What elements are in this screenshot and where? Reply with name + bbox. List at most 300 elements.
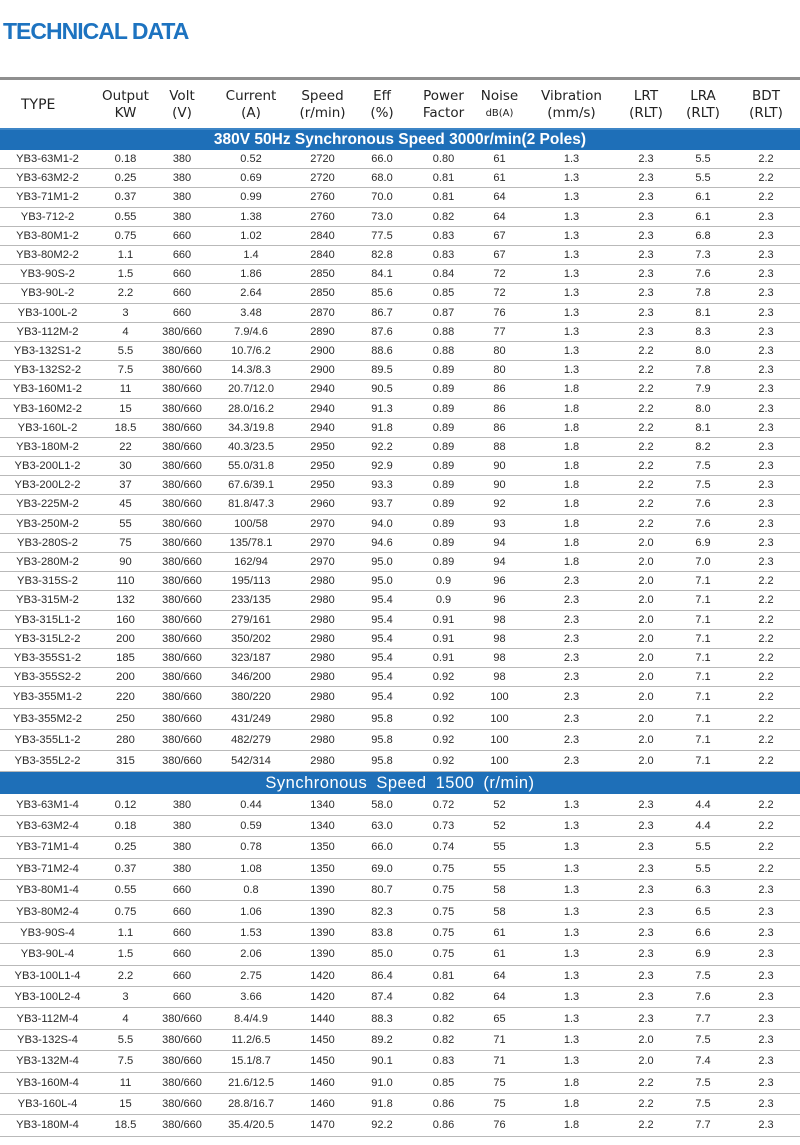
cell-power-factor: 0.75 [413,922,474,943]
cell-noise: 58 [474,880,525,901]
cell-vibration: 1.8 [525,495,618,514]
cell-type: YB3-100L1-4 [0,965,95,986]
cell-power-factor: 0.91 [413,629,474,648]
table-row [0,648,800,667]
table-row [0,361,800,380]
cell-volt: 660 [156,922,208,943]
cell-bdt: 2.3 [732,476,800,495]
cell-output: 280 [95,729,156,750]
cell-power-factor: 0.83 [413,1051,474,1072]
cell-noise: 100 [474,751,525,772]
cell-bdt: 2.3 [732,533,800,552]
cell-bdt: 2.2 [732,169,800,188]
cell-volt: 380/660 [156,1115,208,1136]
cell-volt: 380/660 [156,533,208,552]
cell-output: 4 [95,1008,156,1029]
cell-type: YB3-250M-2 [0,514,95,533]
cell-lrt: 2.3 [618,837,674,858]
cell-bdt: 2.2 [732,708,800,729]
table-row [0,815,800,836]
table-row [0,751,800,772]
table-row [0,495,800,514]
cell-power-factor: 0.85 [413,1072,474,1093]
cell-volt: 660 [156,265,208,284]
cell-volt: 380/660 [156,399,208,418]
cell-type: YB3-80M1-4 [0,880,95,901]
cell-noise: 64 [474,965,525,986]
cell-noise: 58 [474,901,525,922]
cell-vibration: 1.3 [525,1008,618,1029]
table-row [0,629,800,648]
cell-power-factor: 0.86 [413,1115,474,1136]
table-row [0,1051,800,1072]
table-row [0,533,800,552]
cell-noise: 98 [474,648,525,667]
col-header-vibration [525,82,618,129]
cell-current: 1.02 [208,226,294,245]
cell-power-factor: 0.75 [413,944,474,965]
cell-vibration: 1.8 [525,533,618,552]
cell-noise: 94 [474,533,525,552]
cell-vibration: 1.3 [525,322,618,341]
cell-bdt: 2.3 [732,495,800,514]
cell-type: YB3-355L2-2 [0,751,95,772]
cell-speed: 2850 [294,284,351,303]
cell-current: 2.64 [208,284,294,303]
header-line: Factor [422,105,465,121]
cell-bdt: 2.2 [732,815,800,836]
cell-output: 7.5 [95,361,156,380]
cell-eff: 91.8 [351,1093,413,1114]
cell-type: YB3-355M1-2 [0,687,95,708]
cell-lra: 6.8 [674,226,732,245]
cell-volt: 380 [156,150,208,169]
cell-vibration: 1.3 [525,1029,618,1050]
cell-lra: 7.6 [674,265,732,284]
cell-current: 323/187 [208,648,294,667]
cell-speed: 1390 [294,880,351,901]
cell-volt: 380/660 [156,495,208,514]
cell-vibration: 1.8 [525,457,618,476]
cell-lra: 6.3 [674,880,732,901]
cell-bdt: 2.2 [732,837,800,858]
table-row [0,188,800,207]
cell-bdt: 2.2 [732,629,800,648]
cell-noise: 61 [474,922,525,943]
table-row [0,858,800,879]
cell-noise: 96 [474,591,525,610]
cell-volt: 380/660 [156,572,208,591]
cell-lrt: 2.3 [618,858,674,879]
cell-eff: 89.2 [351,1029,413,1050]
cell-type: YB3-160M2-2 [0,399,95,418]
cell-speed: 1390 [294,901,351,922]
table-row [0,150,800,169]
cell-lra: 8.0 [674,399,732,418]
cell-lrt: 2.3 [618,226,674,245]
cell-bdt: 2.2 [732,729,800,750]
cell-type: YB3-132S-4 [0,1029,95,1050]
cell-eff: 66.0 [351,150,413,169]
header-line: (RLT) [686,105,720,121]
cell-bdt: 2.3 [732,514,800,533]
cell-vibration: 1.3 [525,986,618,1007]
cell-power-factor: 0.72 [413,794,474,815]
table-row [0,1072,800,1093]
cell-lra: 7.1 [674,591,732,610]
cell-bdt: 2.3 [732,207,800,226]
cell-current: 11.2/6.5 [208,1029,294,1050]
cell-bdt: 2.3 [732,457,800,476]
cell-type: YB3-80M2-4 [0,901,95,922]
cell-speed: 1460 [294,1093,351,1114]
cell-lrt: 2.3 [618,986,674,1007]
cell-lrt: 2.3 [618,965,674,986]
cell-vibration: 1.3 [525,245,618,264]
cell-eff: 93.7 [351,495,413,514]
table-row [0,794,800,815]
cell-current: 0.78 [208,837,294,858]
cell-speed: 2970 [294,533,351,552]
cell-type: YB3-90L-2 [0,284,95,303]
cell-current: 81.8/47.3 [208,495,294,514]
cell-power-factor: 0.91 [413,610,474,629]
cell-volt: 660 [156,303,208,322]
cell-power-factor: 0.82 [413,1008,474,1029]
cell-lrt: 2.0 [618,591,674,610]
cell-current: 279/161 [208,610,294,629]
cell-power-factor: 0.89 [413,437,474,456]
cell-speed: 1350 [294,837,351,858]
cell-speed: 1420 [294,965,351,986]
cell-vibration: 1.3 [525,188,618,207]
cell-output: 7.5 [95,1051,156,1072]
cell-bdt: 2.3 [732,245,800,264]
cell-bdt: 2.2 [732,188,800,207]
cell-eff: 90.5 [351,380,413,399]
cell-eff: 87.6 [351,322,413,341]
cell-type: YB3-355S1-2 [0,648,95,667]
cell-lrt: 2.0 [618,552,674,571]
cell-output: 0.37 [95,188,156,207]
cell-bdt: 2.2 [732,610,800,629]
cell-noise: 80 [474,361,525,380]
cell-bdt: 2.3 [732,1008,800,1029]
cell-volt: 380/660 [156,610,208,629]
cell-noise: 61 [474,150,525,169]
cell-output: 3 [95,303,156,322]
cell-type: YB3-160M1-2 [0,380,95,399]
cell-volt: 380/660 [156,668,208,687]
cell-noise: 72 [474,284,525,303]
cell-volt: 380/660 [156,729,208,750]
cell-speed: 2980 [294,668,351,687]
cell-type: YB3-112M-4 [0,1008,95,1029]
cell-vibration: 1.3 [525,901,618,922]
header-line: LRT [633,88,659,104]
cell-eff: 58.0 [351,794,413,815]
cell-noise: 90 [474,457,525,476]
cell-lra: 8.1 [674,418,732,437]
cell-power-factor: 0.88 [413,341,474,360]
cell-lra: 7.5 [674,476,732,495]
cell-noise: 100 [474,687,525,708]
cell-bdt: 2.3 [732,380,800,399]
table-row [0,245,800,264]
cell-volt: 380/660 [156,437,208,456]
cell-bdt: 2.3 [732,944,800,965]
cell-output: 90 [95,552,156,571]
table-row [0,922,800,943]
page-title: TECHNICAL DATA [3,18,189,44]
cell-output: 0.55 [95,880,156,901]
cell-eff: 94.6 [351,533,413,552]
cell-current: 28.8/16.7 [208,1093,294,1114]
cell-speed: 2950 [294,476,351,495]
cell-lra: 7.1 [674,572,732,591]
table-row [0,552,800,571]
cell-lrt: 2.3 [618,303,674,322]
cell-type: YB3-355L1-2 [0,729,95,750]
cell-current: 34.3/19.8 [208,418,294,437]
cell-power-factor: 0.92 [413,687,474,708]
cell-vibration: 1.3 [525,207,618,226]
cell-eff: 95.4 [351,648,413,667]
cell-output: 2.2 [95,965,156,986]
cell-output: 1.1 [95,922,156,943]
cell-lrt: 2.3 [618,188,674,207]
cell-noise: 86 [474,399,525,418]
cell-power-factor: 0.84 [413,265,474,284]
cell-output: 5.5 [95,1029,156,1050]
cell-eff: 82.3 [351,901,413,922]
cell-bdt: 2.3 [732,265,800,284]
cell-eff: 82.8 [351,245,413,264]
table-row [0,708,800,729]
cell-eff: 77.5 [351,226,413,245]
cell-output: 185 [95,648,156,667]
header-line: (%) [370,105,394,121]
cell-type: YB3-80M1-2 [0,226,95,245]
cell-current: 2.75 [208,965,294,986]
table-row [0,457,800,476]
cell-current: 1.38 [208,207,294,226]
cell-eff: 92.2 [351,437,413,456]
cell-lrt: 2.0 [618,572,674,591]
cell-lra: 7.1 [674,629,732,648]
cell-lrt: 2.3 [618,322,674,341]
table-row [0,668,800,687]
cell-volt: 380/660 [156,1093,208,1114]
table-row [0,572,800,591]
cell-lrt: 2.0 [618,708,674,729]
cell-speed: 2980 [294,591,351,610]
cell-noise: 67 [474,245,525,264]
cell-noise: 55 [474,858,525,879]
table-row [0,207,800,226]
col-header-bdt [732,82,800,129]
cell-speed: 2870 [294,303,351,322]
cell-lra: 6.9 [674,944,732,965]
table-row [0,880,800,901]
cell-output: 22 [95,437,156,456]
cell-vibration: 1.3 [525,858,618,879]
cell-speed: 2960 [294,495,351,514]
cell-lrt: 2.2 [618,514,674,533]
cell-bdt: 2.2 [732,668,800,687]
table-row [0,437,800,456]
cell-eff: 95.4 [351,687,413,708]
cell-power-factor: 0.89 [413,533,474,552]
cell-noise: 65 [474,1008,525,1029]
cell-lrt: 2.3 [618,284,674,303]
header-line: (A) [241,105,261,121]
cell-noise: 64 [474,207,525,226]
cell-lrt: 2.3 [618,207,674,226]
cell-noise: 75 [474,1093,525,1114]
cell-lra: 7.1 [674,610,732,629]
table-row [0,944,800,965]
cell-current: 2.06 [208,944,294,965]
cell-volt: 380/660 [156,708,208,729]
cell-speed: 2970 [294,514,351,533]
cell-vibration: 2.3 [525,591,618,610]
cell-type: YB3-132S1-2 [0,341,95,360]
cell-type: YB3-160M-4 [0,1072,95,1093]
cell-noise: 64 [474,986,525,1007]
cell-lrt: 2.3 [618,901,674,922]
cell-eff: 95.4 [351,610,413,629]
cell-lra: 8.1 [674,303,732,322]
header-line: (V) [172,105,192,121]
cell-power-factor: 0.81 [413,188,474,207]
cell-lrt: 2.3 [618,1008,674,1029]
header-line: (mm/s) [547,105,596,121]
cell-volt: 660 [156,226,208,245]
cell-type: YB3-315S-2 [0,572,95,591]
cell-eff: 88.3 [351,1008,413,1029]
cell-output: 18.5 [95,1115,156,1136]
cell-vibration: 1.3 [525,303,618,322]
cell-vibration: 2.3 [525,708,618,729]
cell-lrt: 2.0 [618,1029,674,1050]
cell-eff: 95.8 [351,751,413,772]
cell-volt: 380/660 [156,476,208,495]
cell-current: 0.59 [208,815,294,836]
cell-lra: 7.8 [674,284,732,303]
cell-type: YB3-225M-2 [0,495,95,514]
cell-output: 315 [95,751,156,772]
cell-lrt: 2.0 [618,687,674,708]
cell-lra: 7.1 [674,708,732,729]
cell-output: 200 [95,668,156,687]
cell-power-factor: 0.75 [413,858,474,879]
header-line: (r/min) [299,105,346,121]
cell-eff: 95.0 [351,572,413,591]
cell-bdt: 2.3 [732,901,800,922]
cell-bdt: 2.3 [732,1029,800,1050]
header-line: Eff [373,88,391,104]
cell-noise: 64 [474,188,525,207]
cell-noise: 52 [474,815,525,836]
cell-volt: 380/660 [156,751,208,772]
cell-volt: 380/660 [156,1072,208,1093]
cell-power-factor: 0.92 [413,668,474,687]
cell-power-factor: 0.89 [413,495,474,514]
cell-noise: 86 [474,418,525,437]
cell-bdt: 2.3 [732,986,800,1007]
cell-current: 233/135 [208,591,294,610]
cell-type: YB3-132S2-2 [0,361,95,380]
cell-vibration: 1.8 [525,476,618,495]
cell-bdt: 2.3 [732,226,800,245]
cell-output: 3 [95,986,156,1007]
col-header-output [95,82,156,129]
cell-power-factor: 0.85 [413,284,474,303]
cell-lrt: 2.2 [618,380,674,399]
cell-speed: 1340 [294,794,351,815]
cell-lrt: 2.2 [618,1115,674,1136]
cell-current: 40.3/23.5 [208,437,294,456]
cell-output: 1.1 [95,245,156,264]
cell-power-factor: 0.89 [413,361,474,380]
cell-lra: 6.1 [674,207,732,226]
cell-output: 110 [95,572,156,591]
table-row [0,901,800,922]
table-row [0,226,800,245]
cell-lra: 7.0 [674,552,732,571]
cell-vibration: 1.3 [525,815,618,836]
cell-lra: 6.9 [674,533,732,552]
cell-bdt: 2.3 [732,880,800,901]
cell-power-factor: 0.81 [413,965,474,986]
table-row [0,169,800,188]
cell-current: 0.99 [208,188,294,207]
cell-speed: 2980 [294,729,351,750]
cell-bdt: 2.3 [732,284,800,303]
cell-eff: 89.5 [351,361,413,380]
table-row [0,1029,800,1050]
cell-lrt: 2.2 [618,1093,674,1114]
cell-bdt: 2.3 [732,322,800,341]
cell-bdt: 2.2 [732,572,800,591]
cell-lra: 7.7 [674,1008,732,1029]
cell-volt: 380/660 [156,552,208,571]
cell-speed: 2980 [294,751,351,772]
cell-vibration: 1.3 [525,361,618,380]
cell-bdt: 2.3 [732,418,800,437]
cell-speed: 2840 [294,245,351,264]
cell-output: 0.75 [95,226,156,245]
cell-vibration: 1.8 [525,552,618,571]
cell-type: YB3-63M2-2 [0,169,95,188]
cell-volt: 380/660 [156,418,208,437]
cell-lra: 5.5 [674,858,732,879]
cell-power-factor: 0.81 [413,169,474,188]
cell-volt: 380 [156,188,208,207]
cell-lra: 7.1 [674,668,732,687]
cell-volt: 380/660 [156,1008,208,1029]
cell-speed: 2950 [294,457,351,476]
header-line: BDT [752,88,780,104]
header-line: Output [102,88,149,104]
cell-noise: 98 [474,610,525,629]
cell-lra: 7.5 [674,1072,732,1093]
cell-eff: 85.6 [351,284,413,303]
cell-lra: 7.6 [674,514,732,533]
cell-noise: 88 [474,437,525,456]
cell-lra: 4.4 [674,815,732,836]
